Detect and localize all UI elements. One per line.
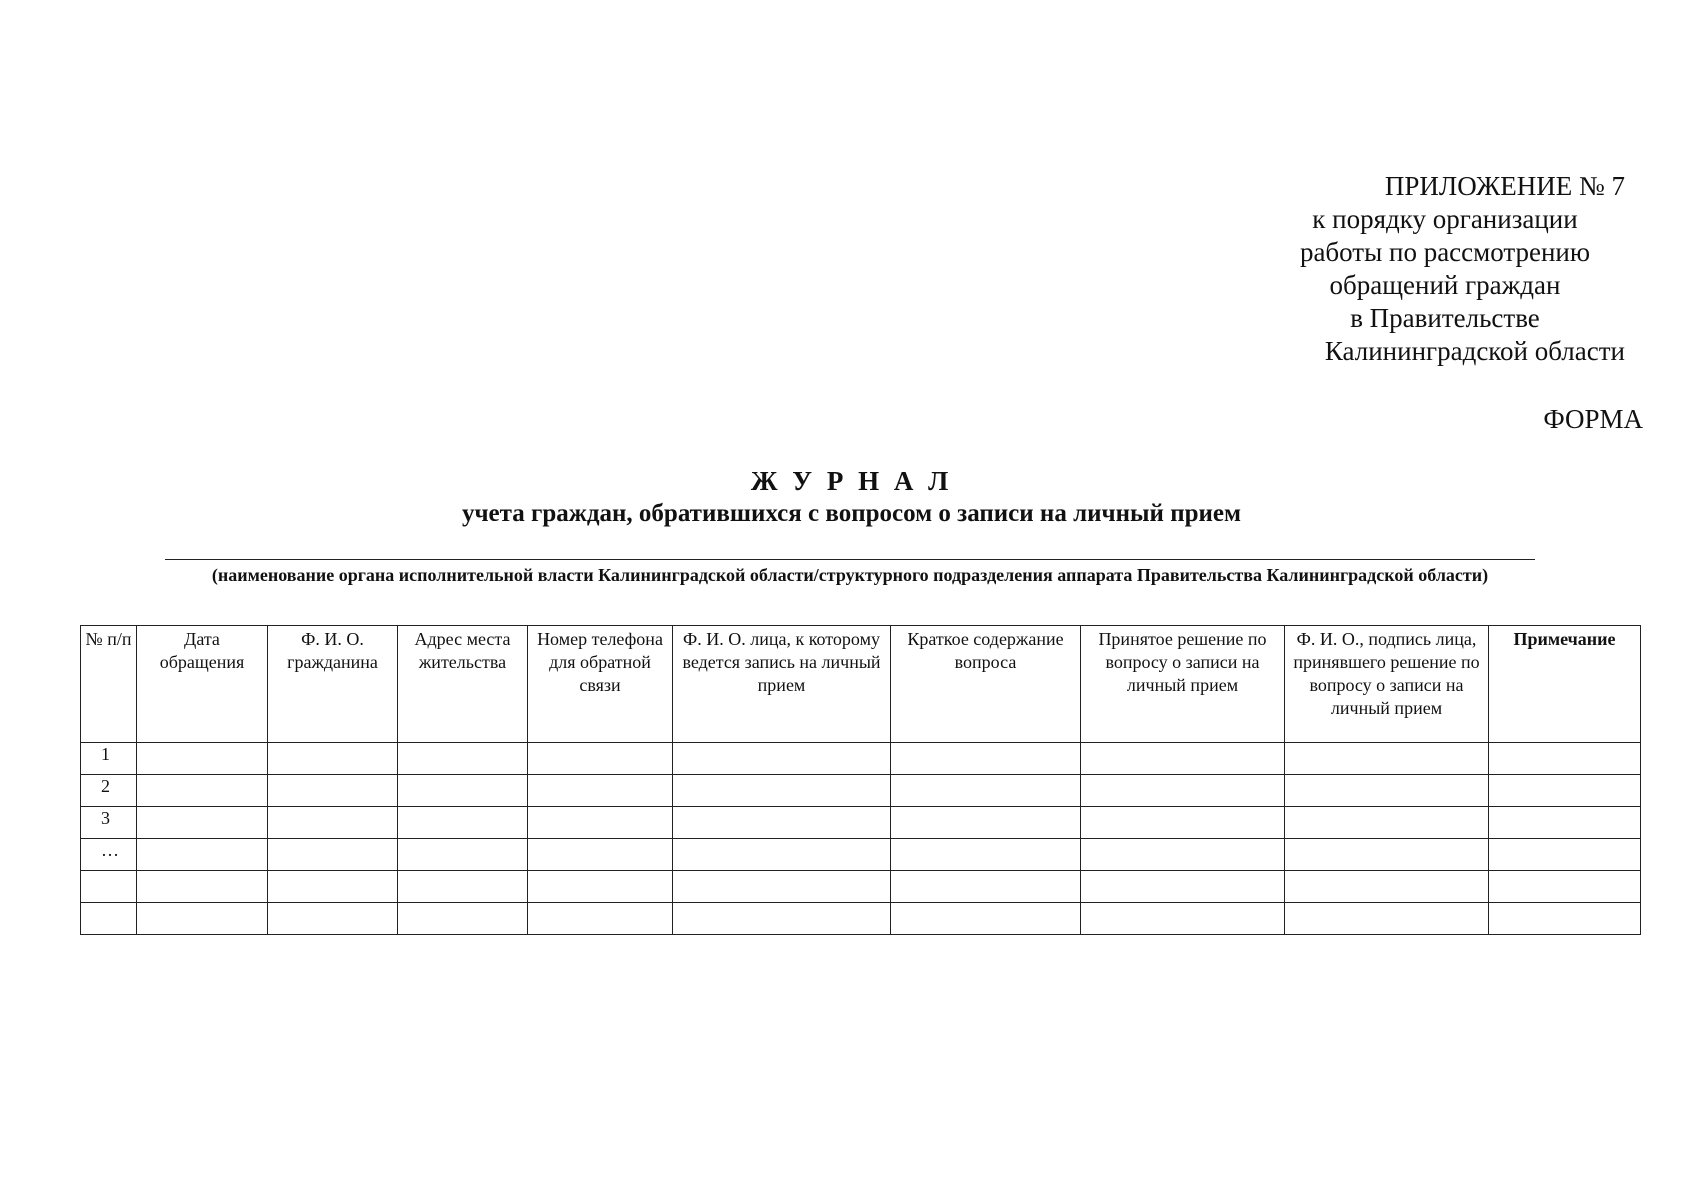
- cell-phone: [528, 871, 673, 903]
- cell-phone: [528, 807, 673, 839]
- cell-note: [1489, 775, 1641, 807]
- cell-address: [398, 871, 528, 903]
- table-row: [81, 903, 1641, 935]
- column-header-number: № п/п: [81, 626, 137, 743]
- appendix-title: ПРИЛОЖЕНИЕ № 7: [1384, 171, 1625, 201]
- cell-decision: [1081, 903, 1285, 935]
- cell-number: [81, 903, 137, 935]
- cell-summary: [891, 775, 1081, 807]
- cell-number: 1: [81, 743, 137, 775]
- column-header-citizen-name: Ф. И. О. гражданина: [268, 626, 398, 743]
- column-header-address: Адрес места жительства: [398, 626, 528, 743]
- appendix-block: [1265, 170, 1625, 368]
- cell-decision: [1081, 871, 1285, 903]
- cell-citizen-name: [268, 839, 398, 871]
- column-header-summary: Краткое содержание вопроса: [891, 626, 1081, 743]
- table-header-row: [81, 626, 1641, 743]
- cell-signature: [1285, 775, 1489, 807]
- cell-date: [137, 743, 268, 775]
- cell-summary: [891, 807, 1081, 839]
- cell-number: …: [81, 839, 137, 871]
- appendix-line: к порядку организации: [1312, 204, 1578, 234]
- cell-note: [1489, 743, 1641, 775]
- cell-number: 3: [81, 807, 137, 839]
- cell-date: [137, 839, 268, 871]
- cell-summary: [891, 903, 1081, 935]
- column-header-note: Примечание: [1489, 626, 1641, 743]
- document-subtitle: учета граждан, обратившихся с вопросом о записи на личный прием: [461, 500, 1242, 527]
- org-name-line: [165, 559, 1535, 560]
- cell-note: [1489, 807, 1641, 839]
- cell-phone: [528, 903, 673, 935]
- cell-citizen-name: [268, 743, 398, 775]
- cell-phone: [528, 839, 673, 871]
- cell-address: [398, 775, 528, 807]
- cell-decision: [1081, 775, 1285, 807]
- appendix-line: обращений граждан: [1329, 270, 1561, 300]
- cell-citizen-name: [268, 775, 398, 807]
- cell-signature: [1285, 903, 1489, 935]
- cell-summary: [891, 839, 1081, 871]
- cell-date: [137, 775, 268, 807]
- cell-summary: [891, 743, 1081, 775]
- cell-signature: [1285, 743, 1489, 775]
- cell-citizen-name: [268, 903, 398, 935]
- column-header-decision: Принятое решение по вопросу о записи на личный прием: [1081, 626, 1285, 743]
- cell-decision: [1081, 743, 1285, 775]
- cell-signature: [1285, 839, 1489, 871]
- table-row: [81, 775, 1641, 807]
- cell-official-name: [673, 775, 891, 807]
- cell-note: [1489, 871, 1641, 903]
- cell-citizen-name: [268, 871, 398, 903]
- cell-decision: [1081, 807, 1285, 839]
- cell-note: [1489, 839, 1641, 871]
- column-header-phone: Номер телефона для обратной связи: [528, 626, 673, 743]
- appendix-line: работы по рассмотрению: [1299, 237, 1591, 267]
- cell-address: [398, 903, 528, 935]
- cell-official-name: [673, 807, 891, 839]
- table-row: [81, 807, 1641, 839]
- cell-date: [137, 807, 268, 839]
- cell-official-name: [673, 839, 891, 871]
- cell-date: [137, 871, 268, 903]
- cell-phone: [528, 743, 673, 775]
- appendix-line: Калининградской области: [1324, 336, 1625, 366]
- cell-phone: [528, 775, 673, 807]
- cell-note: [1489, 903, 1641, 935]
- appendix-line: в Правительстве: [1350, 303, 1540, 333]
- document-title: Ж У Р Н А Л: [750, 466, 953, 496]
- column-header-signature: Ф. И. О., подпись лица, принявшего решение по вопросу о записи на личный прием: [1285, 626, 1489, 743]
- journal-table: [80, 625, 1641, 935]
- cell-number: 2: [81, 775, 137, 807]
- form-label: ФОРМА: [1543, 404, 1643, 434]
- cell-address: [398, 743, 528, 775]
- cell-citizen-name: [268, 807, 398, 839]
- table-row: [81, 743, 1641, 775]
- cell-decision: [1081, 839, 1285, 871]
- cell-official-name: [673, 871, 891, 903]
- cell-summary: [891, 871, 1081, 903]
- cell-signature: [1285, 807, 1489, 839]
- cell-date: [137, 903, 268, 935]
- cell-signature: [1285, 871, 1489, 903]
- org-name-caption: (наименование органа исполнительной власти Калининградской области/структурного подразделения аппарата Правительства Калининградской области): [211, 565, 1489, 585]
- cell-address: [398, 807, 528, 839]
- cell-address: [398, 839, 528, 871]
- table-row: [81, 839, 1641, 871]
- cell-official-name: [673, 903, 891, 935]
- table-row: [81, 871, 1641, 903]
- cell-number: [81, 871, 137, 903]
- cell-official-name: [673, 743, 891, 775]
- column-header-official-name: Ф. И. О. лица, к которому ведется запись на личный прием: [673, 626, 891, 743]
- column-header-date: Дата обращения: [137, 626, 268, 743]
